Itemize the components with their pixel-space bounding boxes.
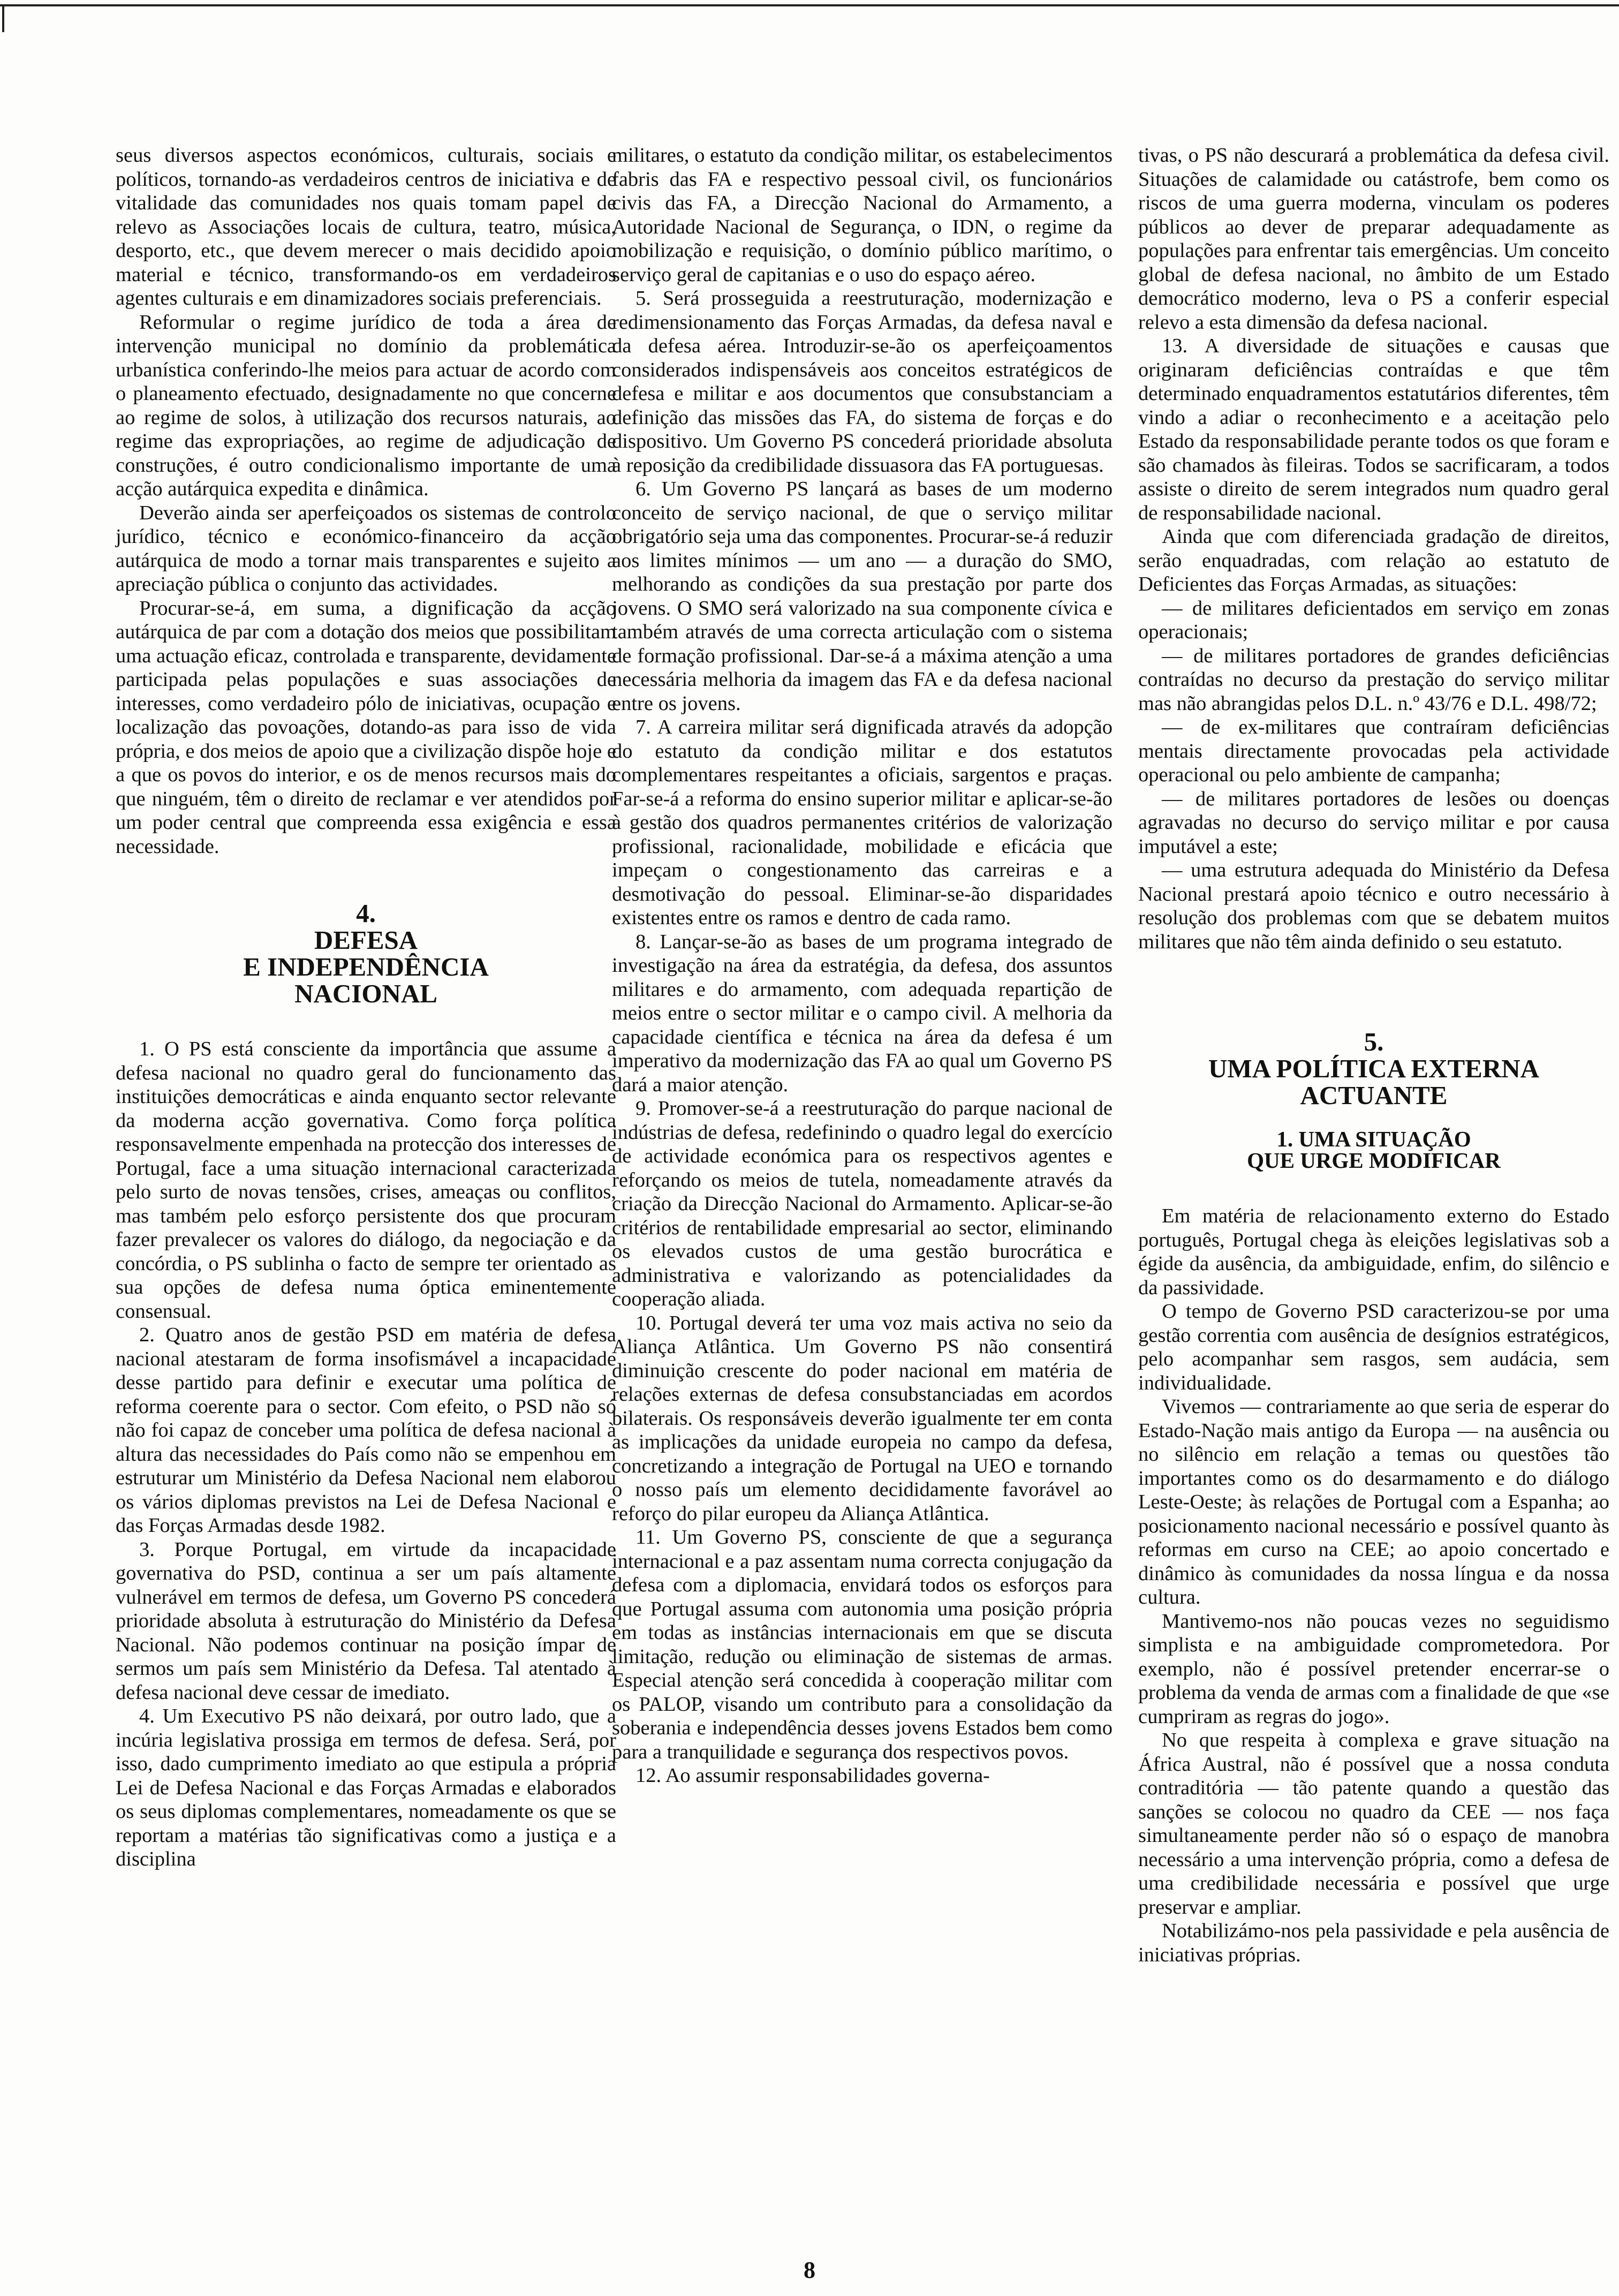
section-4-title-line-3: NACIONAL xyxy=(294,979,437,1008)
paragraph-item-8: 8. Lançar-se-ão as bases de um programa integrado de investigação na área da estratégia, da defesa, dos assuntos militares e do armamento, com adequada repartição de meios entre o sector militar e o campo civil. A melhoria da capacidade científica e técnica na área da defesa é um imperativo da modernização das FA ao qual um Governo PS dará a maior atenção. xyxy=(612,930,1113,1096)
column-3 xyxy=(1138,144,1609,1967)
paragraph-procurar: Procurar-se-á, em suma, a dignificação da acção autárquica de par com a dotação dos meios que possibilitam uma actuação eficaz, controlada e transparente, devidamente participada pelas populações e suas associações de interesses, como verdadeiro pólo de iniciativas, ocupação e localização das povoações, dotando-as para isso de vida própria, e dos meios de apoio que a civilização dispõe hoje e a que os povos do interior, e os de menos recursos mais do que ninguém, têm o direito de reclamar e ver atendidos por um poder central que compreenda essa exigência e essa necessidade. xyxy=(116,596,616,858)
paragraph-item-9: 9. Promover-se-á a reestruturação do parque nacional de indústrias de defesa, redefinindo o quadro legal do exercício de actividade económica para os respectivos agentes e reforçando os meios de tutela, nomeadamente através da criação da Direcção Nacional do Armamento. Aplicar-se-ão critérios de rentabilidade empresarial ao sector, eliminando os elevados custos de uma gestão burocrática e administrativa e valorizando as potencialidades da cooperação aliada. xyxy=(612,1097,1113,1310)
paragraph-ainda: Ainda que com diferenciada gradação de direitos, serão enquadradas, com relação ao estatuto de Deficientes das Forças Armadas, as situações: xyxy=(1138,525,1609,595)
paragraph-item-11: 11. Um Governo PS, consciente de que a segurança internacional e a paz assentam numa correcta conjugação da defesa com a diplomacia, envidará todos os esforços para que Portugal assuma com autonomia uma posição própria em todas as instâncias internacionais em que se discuta limitação, redução ou eliminação de sistemas de armas. Especial atenção será concedida à cooperação militar com os PALOP, visando um contributo para a consolidação da soberania e independência desses jovens Estados bem como para a tranquilidade e segurança dos respectivos povos. xyxy=(612,1526,1113,1763)
paragraph-item-6: 6. Um Governo PS lançará as bases de um moderno conceito de serviço nacional, de que o serviço militar obrigatório seja uma das componentes. Procurar-se-á reduzir aos limites mínimos — um ano — a duração do SMO, melhorando as condições da sua prestação por parte dos jovens. O SMO será valorizado na sua componente cívica e também através de uma correcta articulação com o sistema de formação profissional. Dar-se-á a máxima atenção a uma necessária melhoria da imagem das FA e da defesa nacional entre os jovens. xyxy=(612,478,1113,715)
subsection-1-line-1: 1. UMA SITUAÇÃO xyxy=(1276,1127,1471,1151)
section-5-title-line-1: UMA POLÍTICA EXTERNA xyxy=(1208,1054,1540,1083)
paragraph-item-3: 3. Porque Portugal, em virtude da incapacidade governativa do PSD, continua a ser um país altamente vulnerável em termos de defesa, um Governo PS concederá prioridade absoluta à estruturação do Ministério da Defesa Nacional. Não podemos continuar na posição ímpar de sermos um país sem Ministério da Defesa. Tal atentado à defesa nacional deve cessar de imediato. xyxy=(116,1538,616,1704)
paragraph-intro: seus diversos aspectos económicos, culturais, sociais e políticos, tornando-as verdadeiros centros de iniciativa e de vitalidade das comunidades nos quais tomam papel de relevo as Associações locais de cultura, teatro, música, desporto, etc., que devem merecer o mais decidido apoio material e técnico, transformando-os em verdadeiros agentes culturais e em dinamizadores sociais preferenciais. xyxy=(116,144,616,309)
paragraph-item-12: 12. Ao assumir responsabilidades governa- xyxy=(636,1764,990,1787)
top-border-rule xyxy=(0,4,1619,6)
paragraph-reformular: Reformular o regime jurídico de toda a área de intervenção municipal no domínio da problemática urbanística conferindo-lhe meios para actuar de acordo com o planeamento efectuado, designadamente no que concerne ao regime de solos, à utilização dos recursos naturais, ao regime das expropriações, ao regime de adjudicação de construções, é outro condicionalismo importante de uma acção autárquica expedita e dinâmica. xyxy=(116,311,616,500)
paragraph-notabilizamo: Notabilizámo-nos pela passividade e pela ausência de iniciativas próprias. xyxy=(1138,1920,1609,1966)
paragraph-item-2: 2. Quatro anos de gestão PSD em matéria de defesa nacional atestaram de forma insofismável a incapacidade desse partido para definir e executar uma política de reforma coerente para o sector. Com efeito, o PSD não só não foi capaz de conceber uma política de defesa nacional à altura das necessidades do País como não se empenhou em estruturar um Ministério da Defesa Nacional nem elaborou os vários diplomas previstos na Lei de Defesa Nacional e das Forças Armadas desde 1982. xyxy=(116,1324,616,1537)
left-corner-rule xyxy=(2,4,4,32)
paragraph-item-7: 7. A carreira militar será dignificada através da adopção do estatuto da condição militar e dos estatutos complementares respeitantes a oficiais, sargentos e praças. Far-se-á a reforma do ensino superior militar e aplicar-se-ão à gestão dos quadros permanentes critérios de valorização profissional, racionalidade, mobilidade e eficácia que impeçam o congestionamento das carreiras e a desmotivação do pessoal. Eliminar-se-ão disparidades existentes entre os ramos e dentro de cada ramo. xyxy=(612,716,1113,929)
section-5-number: 5. xyxy=(1364,1027,1384,1056)
list-item: — de militares portadores de grandes deficiências contraídas no decurso da prestação do serviço militar mas não abrangidas pelos D.L. n.º 43/76 e D.L. 498/72; xyxy=(1138,644,1609,715)
paragraph-em-materia: Em matéria de relacionamento externo do Estado português, Portugal chega às eleições legislativas sob a égide da ausência, da ambiguidade, enfim, do silêncio e da passividade. xyxy=(1138,1205,1609,1299)
paragraph-mantivemo: Mantivemo-nos não poucas vezes no seguidismo simplista e na ambiguidade comprometedora. Por exemplo, não é possível pretender encerrar-se o problema da venda de armas com a finalidade de que «se cumpriram as regras do jogo». xyxy=(1138,1610,1609,1728)
paragraph-continuation: militares, o estatuto da condição militar, os estabelecimentos fabris das FA e respectivo pessoal civil, os funcionários civis das FA, a Direcção Nacional do Armamento, a Autoridade Nacional de Segurança, o IDN, o regime da mobilização e requisição, o domínio público marítimo, o serviço geral de capitanias e o uso do espaço aéreo. xyxy=(612,144,1113,286)
list-item: — de ex-militares que contraíram deficiências mentais directamente provocadas pela actividade operacional ou pelo ambiente de campanha; xyxy=(1138,716,1609,786)
section-4-title-line-1: DEFESA xyxy=(314,925,418,955)
column-2 xyxy=(612,144,1113,1788)
page-number: 8 xyxy=(804,2257,815,2283)
paragraph-vivemos: Vivemos — contrariamente ao que seria de esperar do Estado-Nação mais antigo da Europa — na ausência ou no silêncio em relação a temas ou questões tão importantes como os do desarmamento e do diálogo Leste-Oeste; às relações de Portugal com a Espanha; ao posicionamento nacional necessário e possível quanto às reformas em curso na CEE; ao apoio concertado e dinâmico às comunidades da nossa língua e da nossa cultura. xyxy=(1138,1395,1609,1608)
paragraph-tempo: O tempo de Governo PSD caracterizou-se por uma gestão correntia com ausência de desígnios estratégicos, pelo acompanhar sem rasgos, sem audácia, sem individualidade. xyxy=(1138,1300,1609,1394)
paragraph-item-10: 10. Portugal deverá ter uma voz mais activa no seio da Aliança Atlântica. Um Governo PS não consentirá diminuição crescente do poder nacional em matéria de relações externas de defesa consubstanciadas em acordos bilaterais. Os responsáveis deverão igualmente ter em conta as implicações da unidade europeia no campo da defesa, concretizando a integração de Portugal na UEO e tornando o nosso país um elemento decididamente favorável ao reforço do pilar europeu da Aliança Atlântica. xyxy=(612,1311,1113,1525)
section-4-number: 4. xyxy=(356,898,376,928)
column-1 xyxy=(116,144,616,1871)
paragraph-item-1: 1. O PS está consciente da importância que assume a defesa nacional no quadro geral do funcionamento das instituições democráticas e ainda enquanto sector relevante da moderna acção governativa. Como força política responsavelmente empenhada na protecção dos interesses de Portugal, face a uma situação internacional caracterizada pelo surto de novas tensões, crises, ameaças ou conflitos, mas também pelo esforço persistente dos que procuram fazer prevalecer os valores do diálogo, da negociação e da concórdia, o PS sublinha o facto de sempre ter orientado as sua opções de defesa numa óptica eminentemente consensual. xyxy=(116,1038,616,1323)
paragraph-item-4: 4. Um Executivo PS não deixará, por outro lado, que a incúria legislativa prossiga em termos de defesa. Será, por isso, dado cumprimento imediato ao que estipula a própria Lei de Defesa Nacional e das Forças Armadas e elaborados os seus diplomas complementares, nomeadamente os que se reportam a matérias tão significativas como a justiça e a disciplina xyxy=(116,1705,616,1870)
subsection-1-line-2: QUE URGE MODIFICAR xyxy=(1247,1148,1501,1173)
paragraph-deverao: Deverão ainda ser aperfeiçoados os sistemas de controlo jurídico, técnico e económico-financeiro da acção autárquica de modo a tornar mais transparentes e sujeito a apreciação pública o conjunto das actividades. xyxy=(116,501,616,595)
paragraph-item-13: 13. A diversidade de situações e causas que originaram deficiências contraídas e que têm determinado enquadramentos estatutários diferentes, têm vindo a adiar o reconhecimento e a aceitação pelo Estado da responsabilidade perante todos os que foram e são chamados às fileiras. Todos se sacrificaram, a todos assiste o direito de serem integrados num quadro geral de responsabilidade nacional. xyxy=(1138,335,1609,524)
section-5-heading xyxy=(1138,1029,1609,1109)
subsection-1-heading xyxy=(1138,1128,1609,1171)
paragraph-item-5: 5. Será prosseguida a reestruturação, modernização e redimensionamento das Forças Armadas, da defesa naval e da defesa aérea. Introduzir-se-ão os aperfeiçoamentos considerados indispensáveis aos conceitos estratégicos de defesa e militar e aos documentos que consubstanciam a definição das missões das FA, do sistema de forças e do dispositivo. Um Governo PS concederá prioridade absoluta à reposição da credibilidade dissuasora das FA portuguesas. xyxy=(612,287,1113,477)
list-item: — de militares deficientados em serviço em zonas operacionais; xyxy=(1138,596,1609,643)
section-4-heading xyxy=(116,900,616,1007)
section-5-title-line-2: ACTUANTE xyxy=(1300,1081,1448,1110)
list-item: — uma estrutura adequada do Ministério da Defesa Nacional prestará apoio técnico e outro necessário à resolução dos problemas com que se debatem muitos militares que não têm ainda definido o seu estatuto. xyxy=(1138,859,1609,953)
paragraph-respeita: No que respeita à complexa e grave situação na África Austral, não é possível que a nossa conduta contraditória — tão patente quando a questão das sanções se colocou no quadro da CEE — nos faça simultaneamente perder não só o espaço de manobra necessário a uma intervenção própria, como a defesa de uma credibilidade necessária e possível que urge preservar e ampliar. xyxy=(1138,1729,1609,1919)
paragraph-continuation: tivas, o PS não descurará a problemática da defesa civil. Situações de calamidade ou catástrofe, bem como os riscos de uma guerra moderna, vinculam os poderes públicos ao dever de preparar adequadamente as populações para enfrentar tais emergências. Um conceito global de defesa nacional, no âmbito de um Estado democrático moderno, leva o PS a conferir especial relevo a esta dimensão da defesa nacional. xyxy=(1138,144,1609,334)
list-item: — de militares portadores de lesões ou doenças agravadas no decurso do serviço militar e por causa imputável a este; xyxy=(1138,787,1609,858)
section-4-title-line-2: E INDEPENDÊNCIA xyxy=(243,952,489,981)
